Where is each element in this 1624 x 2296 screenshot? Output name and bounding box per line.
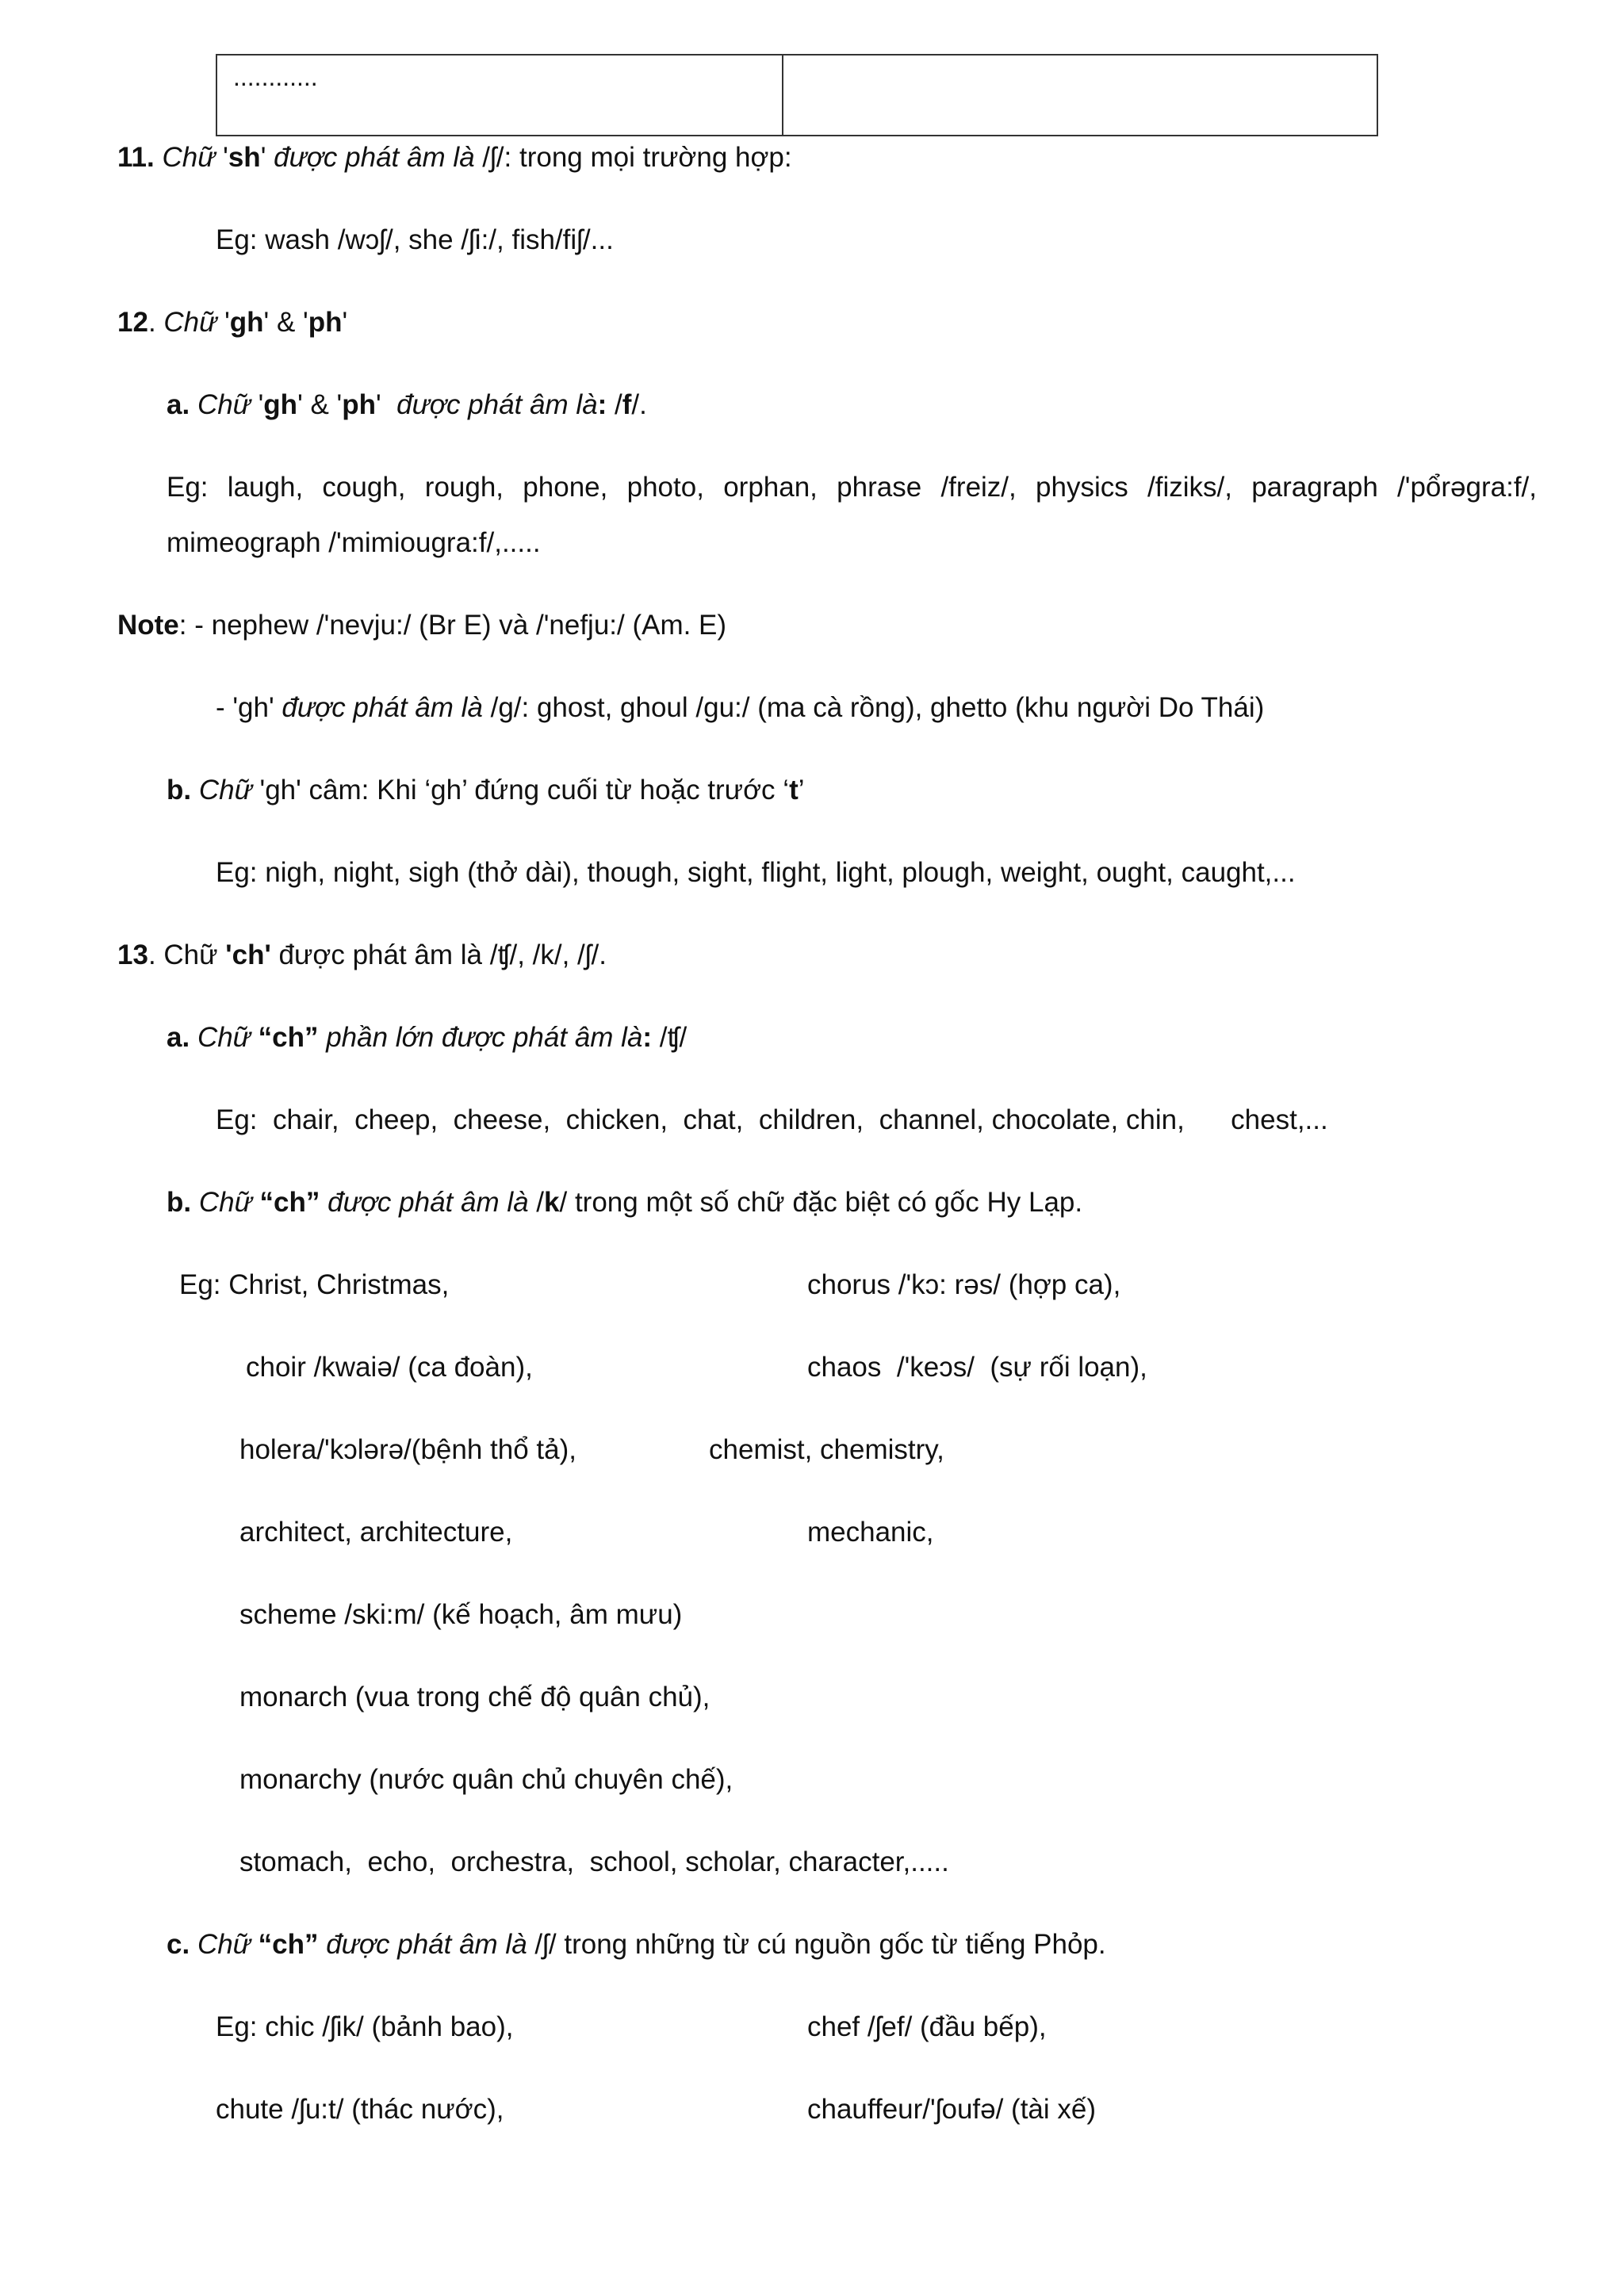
chu-label: Chữ (162, 142, 216, 173)
letter-gh: gh (229, 307, 264, 338)
letter-k: k (544, 1187, 560, 1218)
sub-label: a. (167, 1022, 190, 1053)
italic-desc: được phát âm là (326, 1929, 527, 1960)
sub-label: c. (167, 1929, 190, 1960)
slash: / (607, 389, 622, 420)
note-text: : - nephew /'nevju:/ (Br E) và /'nefju:/ (Am. E) (178, 610, 727, 641)
letter-f: f (622, 389, 632, 420)
section-12-heading (117, 306, 347, 339)
desc-rest: /ʃ/: trong mọi trường hợp: (474, 142, 792, 173)
example-13b-r4-left: architect, architecture, (239, 1517, 513, 1548)
example-13b-r2-right: chaos /'keɔs/ (sự rối loạn), (807, 1352, 1147, 1383)
chu-label: Chữ (198, 775, 252, 806)
italic-desc: được phát âm là (396, 389, 598, 420)
section-12a-heading (167, 388, 647, 422)
italic-desc: được phát âm là (327, 1187, 529, 1218)
desc-rest: / trong một số chữ đặc biệt có gốc Hy Lạp. (559, 1187, 1083, 1218)
colon: : (642, 1022, 653, 1053)
top-table (216, 54, 1378, 136)
section-12a-example-line1: Eg: laugh, cough, rough, phone, photo, orphan, phrase /freiz/, physics /fiziks/, paragraph /'pổrəgra:f/, (167, 472, 1537, 503)
section-13a-heading (167, 1021, 687, 1054)
desc-rest: 'gh' câm: Khi ‘gh’ đứng cuối từ hoặc trước ‘ (251, 775, 790, 806)
quote: ' (260, 142, 266, 173)
section-11-heading (117, 141, 792, 174)
example-13b-r3-left: holera/'kɔlərə/(bệnh thổ tả), (239, 1434, 576, 1465)
chu-label: Chữ (198, 1187, 252, 1218)
table-cell-left: ............ (217, 55, 783, 135)
letter-gh: gh (263, 389, 298, 420)
table-cell-right (783, 55, 1377, 135)
quote: ' (258, 389, 264, 420)
section-number: 13 (117, 939, 148, 970)
quote: ’ (798, 775, 805, 806)
example-13b-r3-right: chemist, chemistry, (709, 1434, 944, 1465)
ampersand: ' & ' (297, 389, 343, 420)
section-12b-example: Eg: nigh, night, sigh (thở dài), though, sight, flight, light, plough, weight, ought, caught,... (216, 857, 1296, 888)
letter-ch: “ch” (259, 1187, 320, 1218)
example-13b-r8: stomach, echo, orchestra, school, scholar, character,..... (239, 1846, 949, 1877)
letter-ph: ph (308, 307, 343, 338)
section-13a-example: Eg: chair, cheep, cheese, chicken, chat, children, channel, chocolate, chin, chest,... (216, 1104, 1328, 1135)
section-13-heading (117, 939, 607, 972)
colon: : (597, 389, 607, 420)
ampersand: ' & ' (263, 307, 308, 338)
section-11-example: Eg: wash /wɔʃ/, she /ʃi:/, fish/fiʃ/... (216, 224, 614, 255)
desc-rest: /ʃ/ trong những từ cú nguồn gốc từ tiếng Phỏp. (527, 1929, 1106, 1960)
example-13b-r7: monarchy (nước quân chủ chuyên chế), (239, 1764, 733, 1795)
example-13b-r1-right: chorus /'kɔ: rəs/ (hợp ca), (807, 1269, 1121, 1300)
example-13b-r1-left: Eg: Christ, Christmas, (179, 1269, 450, 1300)
example-13b-r4-right: mechanic, (807, 1517, 934, 1548)
desc-rest: /ʧ/ (652, 1022, 688, 1053)
italic-desc: được phát âm là (282, 692, 483, 723)
chu-label: Chữ (197, 1929, 251, 1960)
example-13c-r1-right: chef /ʃef/ (đầu bếp), (807, 2011, 1047, 2042)
example-13c-r1-left: Eg: chic /ʃik/ (bảnh bao), (216, 2011, 514, 2042)
section-12b-heading (167, 774, 805, 807)
example-13c-r2-right: chauffeur/'ʃoufə/ (tài xế) (807, 2094, 1097, 2125)
letter-sh: sh (228, 142, 261, 173)
letter-ph: ph (342, 389, 376, 420)
dot: . (147, 307, 156, 338)
sub-label: b. (167, 775, 192, 806)
example-13b-r2-left: choir /kwaiə/ (ca đoàn), (246, 1352, 533, 1383)
quote: ' (376, 389, 381, 420)
letter-ch: 'ch' (225, 939, 271, 970)
letter-t: t (789, 775, 799, 806)
note-line1 (117, 609, 726, 642)
note-line2 (216, 691, 1264, 725)
section-13c-heading (167, 1928, 1106, 1961)
slash: /. (631, 389, 647, 420)
sub-label: a. (167, 389, 190, 420)
quote: ' (342, 307, 348, 338)
example-13c-r2-left: chute /ʃu:t/ (thác nước), (216, 2094, 504, 2125)
note-rest: /g/: ghost, ghoul /gu:/ (ma cà rồng), ghetto (khu người Do Thái) (482, 692, 1265, 723)
section-12a-example-line2: mimeograph /'mimiougra:f/,..... (167, 527, 541, 558)
section-number: 11. (117, 142, 155, 173)
slash: / (528, 1187, 545, 1218)
example-13b-r5: scheme /ski:m/ (kế hoạch, âm mưu) (239, 1599, 683, 1630)
note-prefix: - 'gh' (216, 692, 282, 723)
section-number: 12 (117, 307, 148, 338)
chu-label: Chữ (163, 307, 217, 338)
italic-desc: được phát âm là (274, 142, 475, 173)
example-13b-r6: monarch (vua trong chế độ quân chủ), (239, 1682, 710, 1712)
section-13b-heading (167, 1186, 1082, 1219)
quote: ' (224, 307, 230, 338)
italic-desc: phần lớn được phát âm là (326, 1022, 643, 1053)
desc-rest: . Chữ (147, 939, 226, 970)
note-label: Note (117, 610, 179, 641)
desc-rest: được phát âm là /ʧ/, /k/, /ʃ/. (270, 939, 607, 970)
sub-label: b. (167, 1187, 192, 1218)
chu-label: Chữ (197, 1022, 251, 1053)
chu-label: Chữ (197, 389, 251, 420)
letter-ch: “ch” (258, 1929, 319, 1960)
quote: ' (223, 142, 228, 173)
letter-ch: “ch” (258, 1022, 319, 1053)
